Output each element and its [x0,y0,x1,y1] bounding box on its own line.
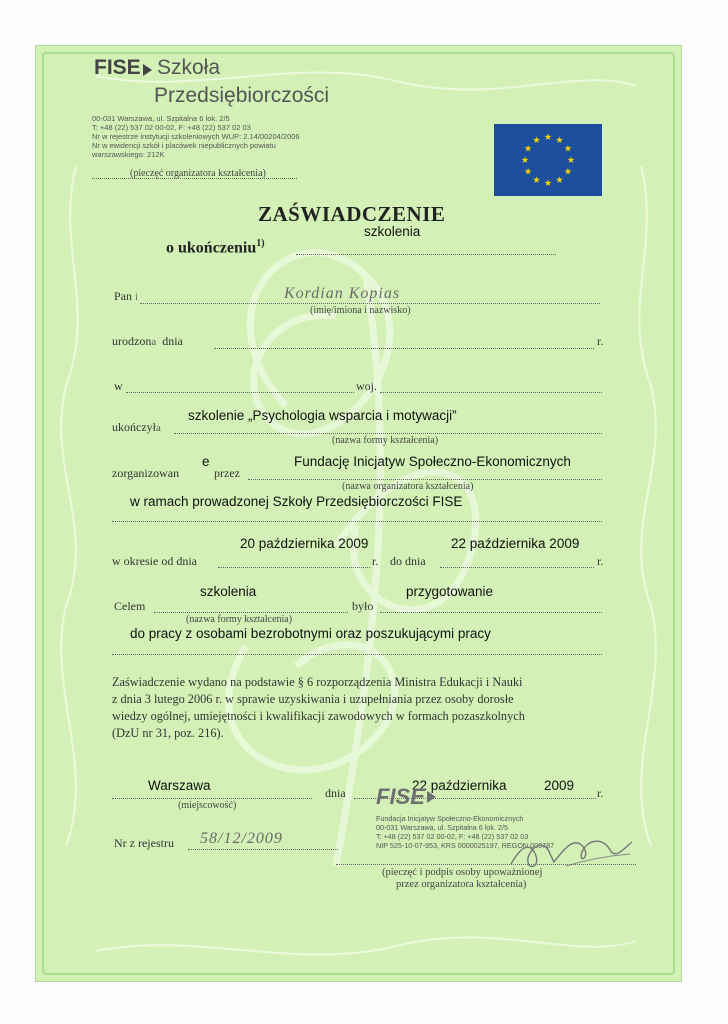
organizer-continuation: w ramach prowadzonej Szkoły Przedsiębiorczości FISE [130,494,463,509]
stamp-line: Nr w rejestrze instytucji szkoleniowych WUP: 2.14/00204/2006 [92,132,300,141]
legal-basis [112,674,525,742]
register-line [188,849,338,850]
pan-label: Pan i [114,289,139,303]
signature-caption-2: przez organizatora kształcenia) [396,879,527,890]
goal-value-line [380,612,602,613]
logo-line-2: Przedsiębiorczości [154,84,330,107]
birth-label: urodzona dnia [112,334,183,348]
legal-line: (DzU nr 31, poz. 216). [112,726,224,740]
goal-caption: (nazwa formy kształcenia) [186,614,293,625]
register-number: 58/12/2009 [200,830,283,847]
register-label: Nr z rejestru [114,836,174,850]
logo-line-1: Szkoła [157,56,221,79]
goal-continuation: do pracy z osobami bezrobotnymi oraz poszukującymi pracy [130,626,491,641]
signature-line [336,864,636,865]
place-label: w [114,379,123,393]
organizer-line [248,479,602,480]
goal-label: Celem [114,599,146,613]
period-to-line [440,567,594,568]
goal-bylo: było [352,599,374,613]
organizer-line-2 [112,521,602,522]
stamp-text-line: Fundacja Inicjatyw Społeczno-Ekonomicznych [376,814,524,823]
birth-line [214,348,594,349]
course-caption: (nazwa formy kształcenia) [332,435,439,446]
period-to-label: do dnia [390,554,426,568]
organized-by-label: przez [214,466,240,480]
eu-flag-icon [494,124,602,196]
stamp-line: T: +48 (22) 537 02 00-02, F: +48 (22) 537 02 03 [92,123,251,132]
recipient-name: Kordian Kopias [284,285,401,302]
period-r2: r. [597,554,604,568]
course-line [174,433,602,434]
name-caption: (imię/imiona i nazwisko) [310,305,411,316]
issue-city: Warszawa [148,778,211,793]
organizer-name: Fundację Inicjatyw Społeczno-Ekonomicznych [294,454,571,469]
stamp-brand: FISE [376,784,425,809]
place-line [126,392,354,393]
issue-city-caption: (miejscowość) [178,800,237,811]
issue-dnia: dnia [325,786,346,800]
stamp-line: Nr w ewidencji szkół i placówek niepublicznych powiatu [92,141,276,150]
organized-label: zorganizowan [112,466,180,480]
organizer-caption: (nazwa organizatora kształcenia) [342,481,474,492]
organized-suffix: e [202,454,210,469]
period-r1: r. [372,554,379,568]
logo-arrow-icon [142,63,154,77]
issue-r: r. [597,786,604,800]
stamp-line: 00-031 Warszawa, ul. Szpitalna 6 lok. 2/5 [92,114,230,123]
period-label: w okresie od dnia [112,554,197,568]
issue-date: 22 października [412,778,507,793]
stamp-text-line: 00-031 Warszawa, ul. Szpitalna 6 lok. 2/5 [376,823,508,832]
organizer-stamp-caption: (pieczęć organizatora kształcenia) [130,168,266,179]
stamp-arrow-icon [426,790,438,804]
period-from-line [218,567,370,568]
course-name: szkolenie „Psychologia wsparcia i motywacji” [188,408,457,423]
goal-line-2 [112,654,602,655]
stamp-text-line: T: +48 (22) 537 02 00-02, F: +48 (22) 537 02 03 [376,832,529,841]
voivodeship-line [380,392,602,393]
stamp-line: warszawskiego: 212K [92,150,165,159]
legal-line: wiedzy ogólnej, umiejętności i kwalifikacji zawodowych w formach pozaszkolnych [112,709,525,723]
completion-value: szkolenia [364,224,421,239]
certificate-paper [35,45,682,982]
period-from: 20 października 2009 [240,536,369,551]
issue-year: 2009 [544,778,575,793]
goal-form-line [154,612,348,613]
certificate-title: ZAŚWIADCZENIE [258,202,446,226]
name-line [140,303,600,304]
completion-line [296,254,556,255]
stamp-text-line: NIP 525-10-07-953, KRS 0000025197, REGON 000787 [376,841,555,850]
completed-label: ukończyła [112,420,161,434]
period-to: 22 października 2009 [451,536,580,551]
logo-brand: FISE [94,56,141,79]
birth-end: r. [597,334,604,348]
voivodeship-label: woj. [356,379,377,393]
issue-city-line [112,798,312,799]
signature-caption-1: (pieczęć i podpis osoby upoważnionej [382,867,543,878]
goal-form: szkolenia [200,584,257,599]
legal-line: Zaświadczenie wydano na podstawie § 6 rozporządzenia Ministra Edukacji i Nauki [112,675,523,689]
organizer-stamp [92,114,300,159]
goal-value: przygotowanie [406,584,494,599]
legal-line: z dnia 3 lutego 2006 r. w sprawie uzyskiwania i uzupełniania przez osoby dorosłe [112,692,514,706]
completion-label: o ukończeniu$^{1)}$ [166,238,265,257]
